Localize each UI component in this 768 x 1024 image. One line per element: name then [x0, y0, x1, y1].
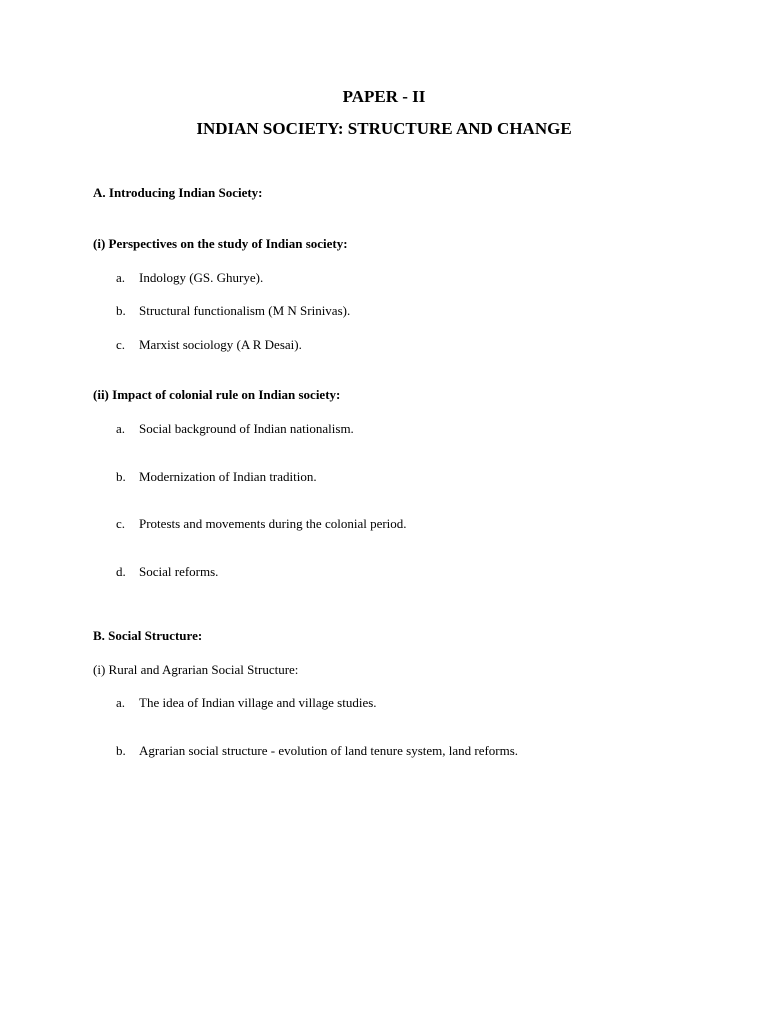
- list-marker: a.: [116, 270, 126, 285]
- list-item-text: Indology (GS. Ghurye).: [139, 270, 264, 285]
- list-marker: b.: [116, 303, 126, 318]
- list-item-text: Social background of Indian nationalism.: [139, 421, 354, 436]
- list-marker: c.: [116, 516, 126, 531]
- section-a-heading: A. Introducing Indian Society:: [93, 185, 263, 200]
- list-item-text: Structural functionalism (M N Srinivas).: [139, 303, 351, 318]
- section-a-sub1-heading: (i) Perspectives on the study of Indian society:: [93, 236, 348, 251]
- list-item-text: Protests and movements during the colonial period.: [139, 516, 407, 531]
- list-item-text: The idea of Indian village and village studies.: [139, 695, 377, 710]
- list-marker: a.: [116, 421, 126, 436]
- section-a-sub2-heading: (ii) Impact of colonial rule on Indian society:: [93, 387, 341, 402]
- list-marker: b.: [116, 743, 126, 758]
- page-subtitle: INDIAN SOCIETY: STRUCTURE AND CHANGE: [196, 119, 572, 138]
- list-marker: d.: [116, 564, 126, 579]
- list-marker: c.: [116, 337, 126, 352]
- list-item-text: Social reforms.: [139, 564, 219, 579]
- list-marker: a.: [116, 695, 126, 710]
- list-item-text: Marxist sociology (A R Desai).: [139, 337, 302, 352]
- list-item-text: Modernization of Indian tradition.: [139, 469, 317, 484]
- page-title: PAPER - II: [342, 87, 426, 106]
- section-b-sub1-heading: (i) Rural and Agrarian Social Structure:: [93, 662, 299, 677]
- list-item-text: Agrarian social structure - evolution of land tenure system, land reforms.: [139, 743, 519, 758]
- list-marker: b.: [116, 469, 126, 484]
- section-b-heading: B. Social Structure:: [93, 628, 203, 643]
